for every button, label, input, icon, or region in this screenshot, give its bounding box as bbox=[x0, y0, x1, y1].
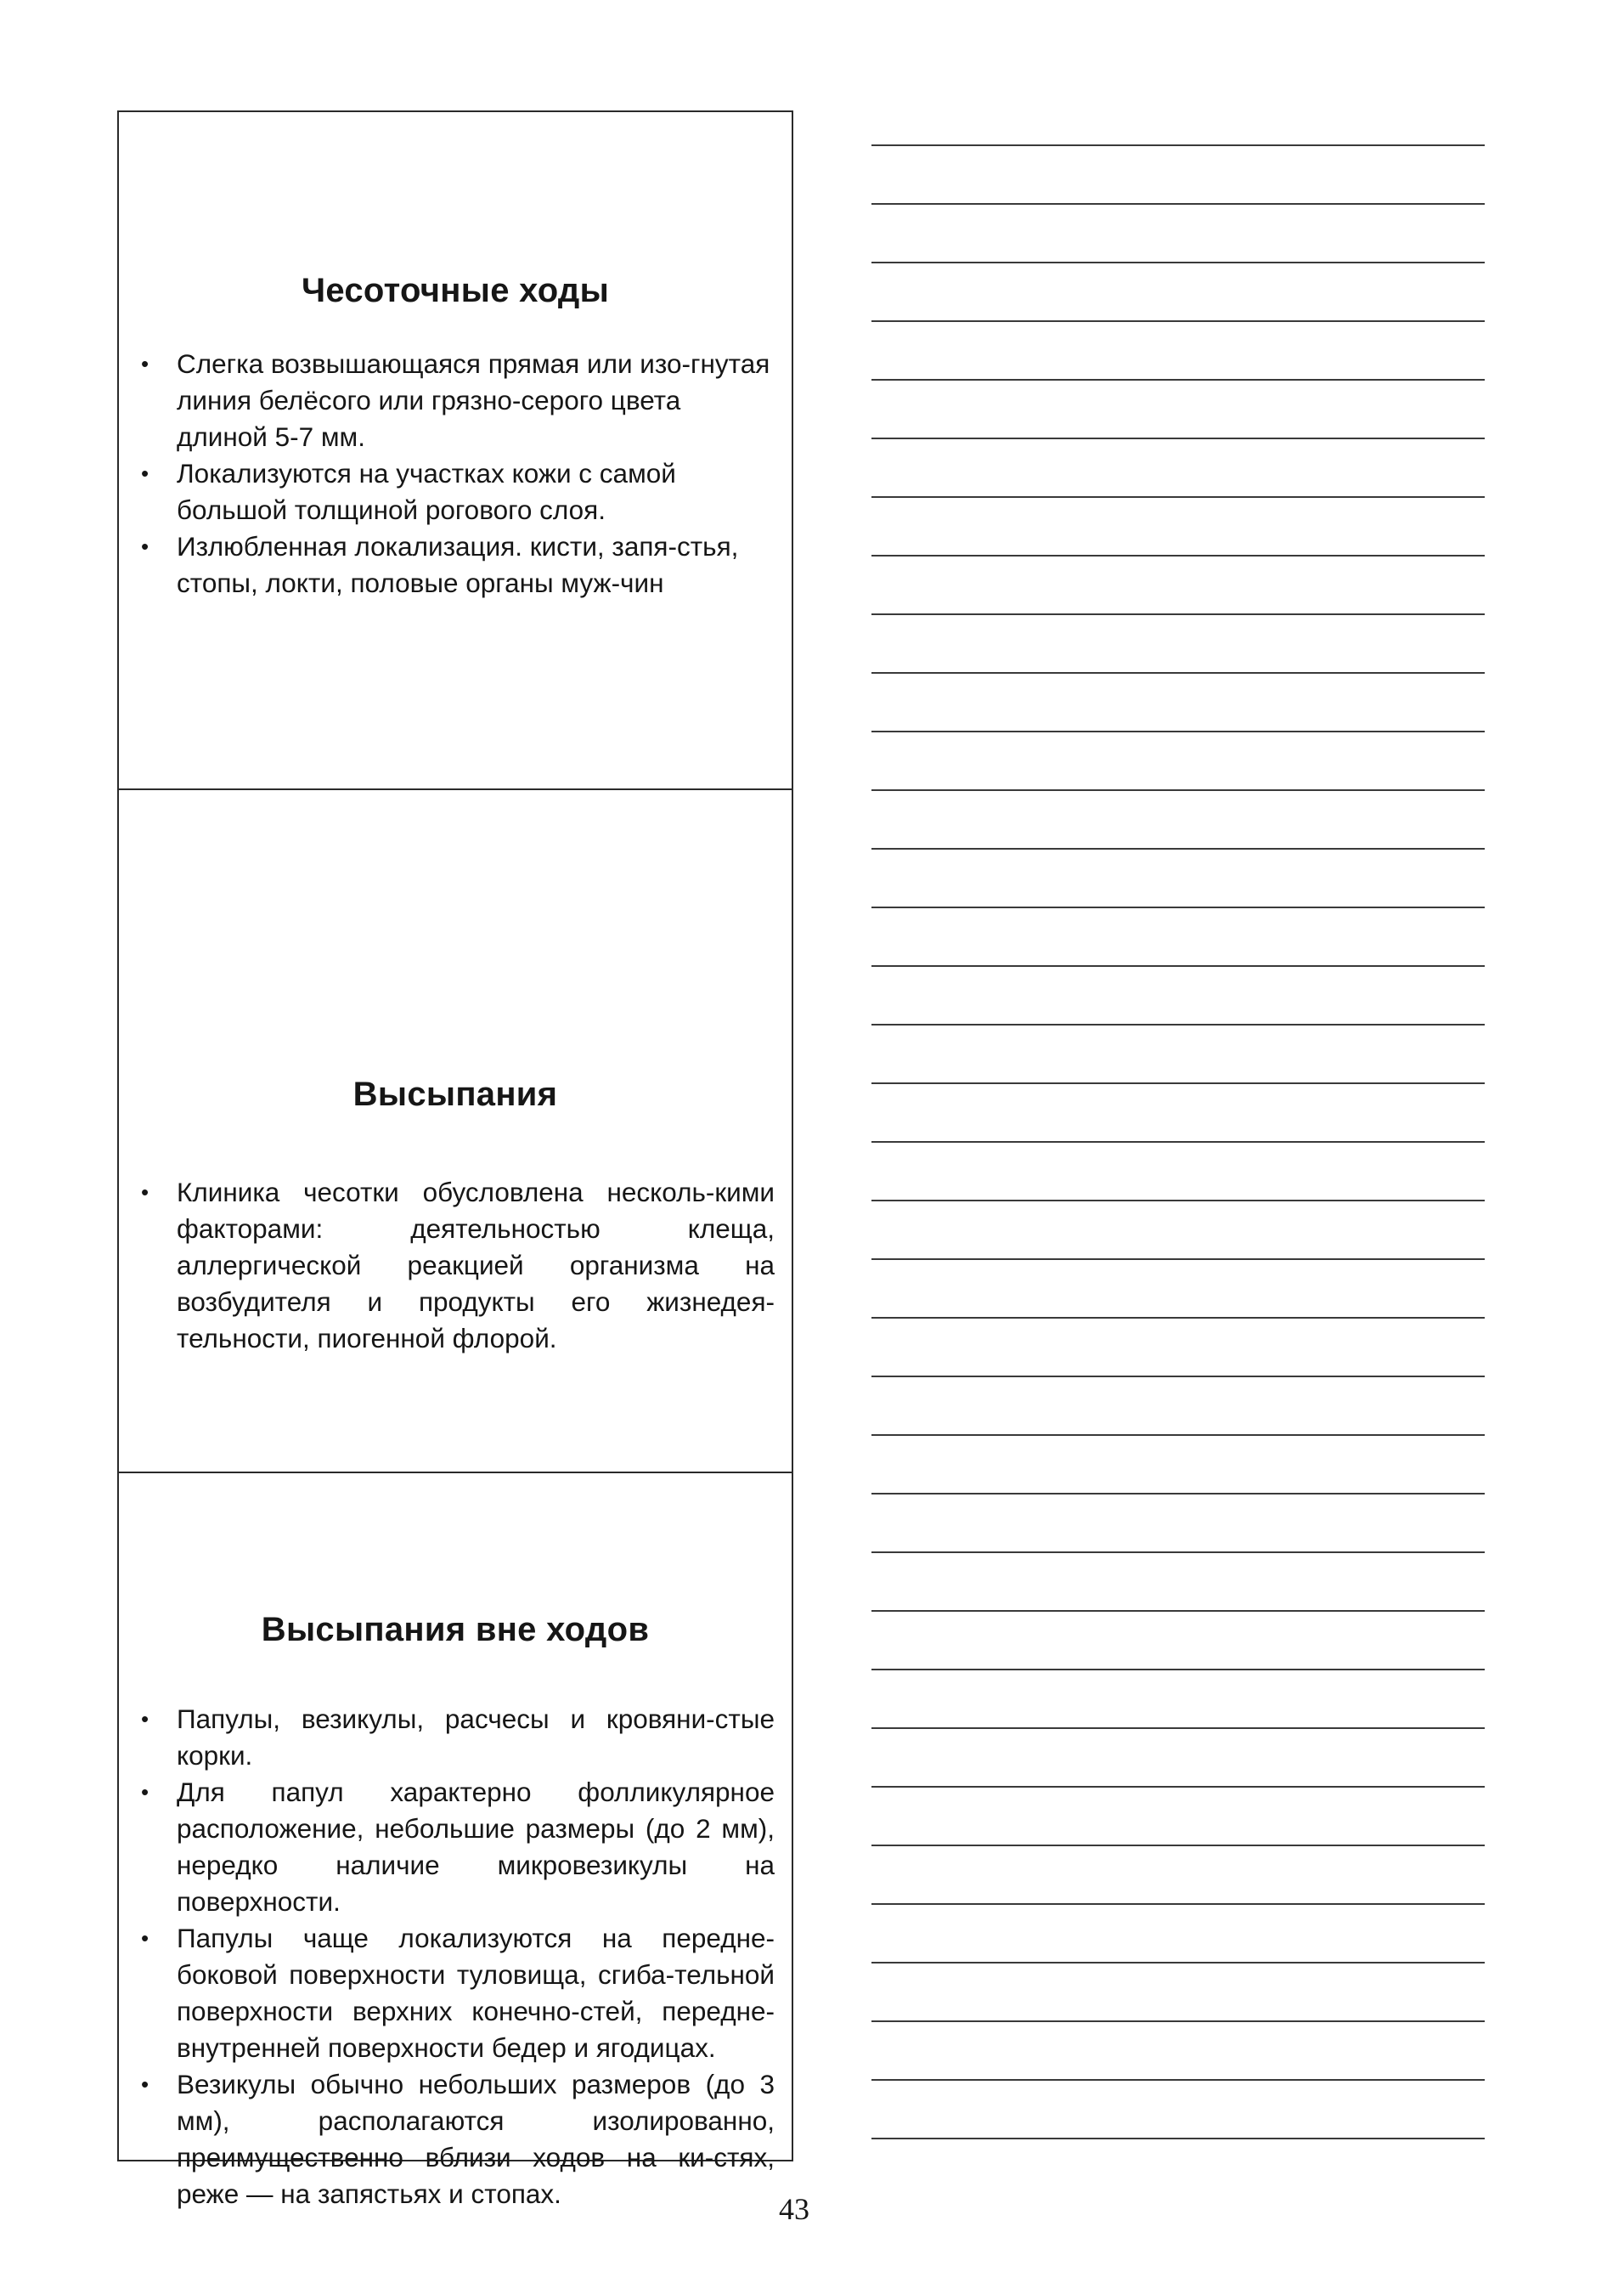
section-rash bbox=[119, 790, 792, 1473]
note-line bbox=[871, 1082, 1485, 1084]
note-line bbox=[871, 1141, 1485, 1143]
list-item: • Излюбленная локализация. кисти, запя-стья, стопы, локти, половые органы муж-чин bbox=[177, 528, 775, 602]
note-line bbox=[871, 1669, 1485, 1670]
bullet-icon: • bbox=[141, 351, 149, 376]
note-line bbox=[871, 1786, 1485, 1788]
bullet-icon: • bbox=[141, 1779, 149, 1805]
note-line bbox=[871, 496, 1485, 498]
note-line bbox=[871, 1200, 1485, 1201]
bullet-icon: • bbox=[141, 1706, 149, 1732]
notes-ruled-lines bbox=[871, 144, 1485, 2150]
section-title: Высыпания bbox=[352, 1076, 558, 1113]
note-line bbox=[871, 1962, 1485, 1963]
note-line bbox=[871, 1727, 1485, 1729]
note-line bbox=[871, 731, 1485, 732]
list-item: • Для папул характерно фолликулярное расположение, небольшие размеры (до 2 мм), нередко наличие микровезикулы на поверхности. bbox=[177, 1774, 775, 1920]
note-line bbox=[871, 2138, 1485, 2139]
note-line bbox=[871, 613, 1485, 615]
list-item: • Слегка возвышающаяся прямая или изо-гнутая линия белёсого или грязно-серого цвета длиной 5-7 мм. bbox=[177, 346, 775, 455]
bullet-icon: • bbox=[141, 1179, 149, 1205]
note-line bbox=[871, 1258, 1485, 1260]
note-line bbox=[871, 1610, 1485, 1612]
info-card-stack bbox=[117, 110, 793, 2209]
note-line bbox=[871, 1434, 1485, 1436]
note-line bbox=[871, 789, 1485, 791]
bullet-icon: • bbox=[141, 1925, 149, 1951]
list-item: • Везикулы обычно небольших размеров (до 3 мм), располагаются изолированно, преимущественно вблизи ходов на ки-стях, реже — на запястьях и стопах. bbox=[177, 2066, 775, 2212]
note-line bbox=[871, 1903, 1485, 1905]
note-line bbox=[871, 1493, 1485, 1494]
list-item: • Клиника чесотки обусловлена несколь-кими факторами: деятельностью клеща, аллергической реакцией организма на возбудителя и продукты его жизнедея-тельности, пиогенной флорой. bbox=[177, 1174, 775, 1357]
note-line bbox=[871, 144, 1485, 146]
section-scabies-burrows bbox=[119, 112, 792, 790]
note-line bbox=[871, 438, 1485, 439]
bullet-icon: • bbox=[141, 2071, 149, 2097]
note-line bbox=[871, 320, 1485, 322]
section-title: Высыпания вне ходов bbox=[261, 1611, 650, 1648]
note-line bbox=[871, 2020, 1485, 2022]
note-line bbox=[871, 262, 1485, 263]
bullet-list bbox=[119, 346, 792, 602]
note-line bbox=[871, 555, 1485, 557]
bullet-list bbox=[119, 1174, 792, 1357]
page-number: 43 bbox=[779, 2192, 809, 2226]
note-line bbox=[871, 1317, 1485, 1319]
note-line bbox=[871, 1551, 1485, 1553]
note-line bbox=[871, 1376, 1485, 1377]
list-item: • Папулы, везикулы, расчесы и кровяни-стые корки. bbox=[177, 1701, 775, 1774]
note-line bbox=[871, 1845, 1485, 1846]
bullet-list bbox=[119, 1701, 792, 2212]
note-line bbox=[871, 379, 1485, 381]
bullet-icon: • bbox=[141, 460, 149, 486]
list-item: • Папулы чаще локализуются на передне-боковой поверхности туловища, сгиба-тельной поверхности верхних конечно-стей, передне-внутренней поверхности бедер и ягодицах. bbox=[177, 1920, 775, 2066]
note-line bbox=[871, 965, 1485, 967]
note-line bbox=[871, 2079, 1485, 2081]
note-line bbox=[871, 848, 1485, 850]
note-line bbox=[871, 672, 1485, 674]
list-item: • Локализуются на участках кожи с самой большой толщиной рогового слоя. bbox=[177, 455, 775, 528]
note-line bbox=[871, 1024, 1485, 1026]
note-line bbox=[871, 907, 1485, 908]
section-rash-outside-burrows bbox=[119, 1473, 792, 2209]
bullet-icon: • bbox=[141, 534, 149, 559]
note-line bbox=[871, 203, 1485, 205]
section-title: Чесоточные ходы bbox=[301, 272, 610, 309]
